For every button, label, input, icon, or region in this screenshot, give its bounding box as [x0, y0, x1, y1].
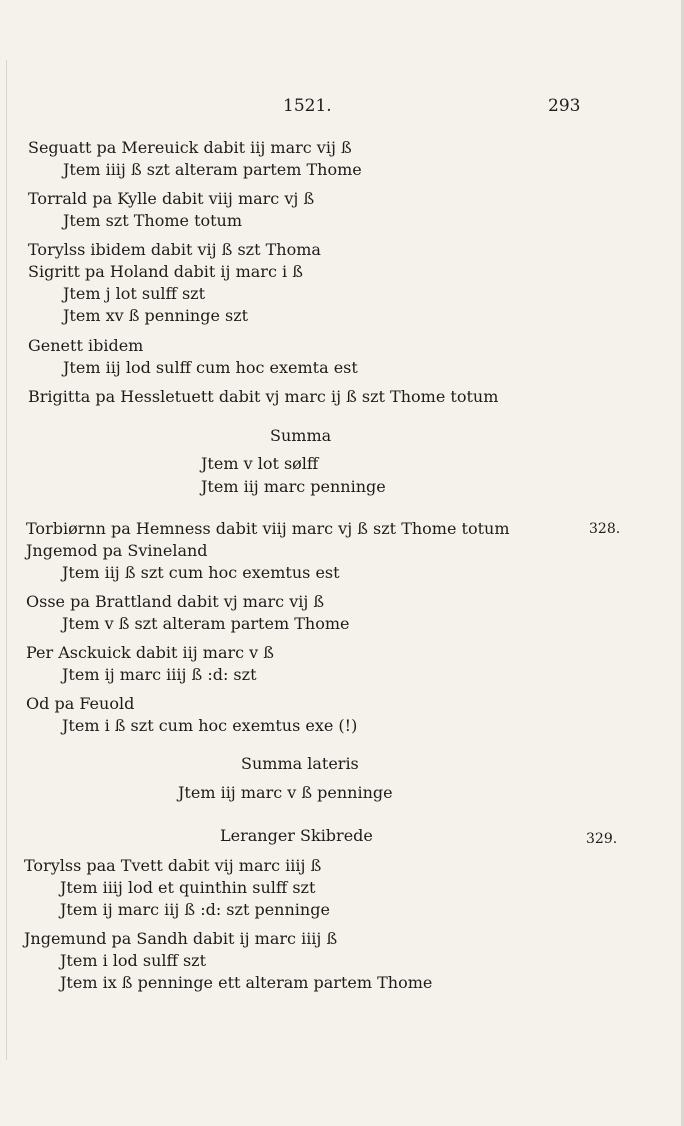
- text-line: Jtem szt Thome totum: [63, 211, 243, 230]
- text-line: Torrald pa Kylle dabit viij marc vj ß: [28, 189, 315, 208]
- text-line: Jtem j lot sulff szt: [63, 284, 206, 303]
- text-line: Torylss paa Tvett dabit vij marc iiij ß: [24, 856, 322, 875]
- binding-edge: [6, 60, 7, 1060]
- text-line: Jtem iij ß szt cum hoc exemtus est: [62, 563, 340, 582]
- text-line: Osse pa Brattland dabit vj marc vij ß: [26, 592, 325, 611]
- text-line: Jtem ij marc iiij ß :d: szt: [62, 665, 257, 684]
- margin-number: 329.: [586, 831, 618, 847]
- text-line: Jtem v lot sølff: [201, 454, 319, 473]
- text-line: Jtem iij marc penninge: [201, 477, 386, 496]
- summa-heading: Summa: [270, 426, 332, 445]
- text-line: Jngemod pa Svineland: [26, 541, 208, 560]
- text-line: Seguatt pa Mereuick dabit iij marc vij ß: [28, 138, 352, 157]
- section-heading: Leranger Skibrede: [220, 826, 373, 845]
- text-line: Jtem ix ß penninge ett alteram partem Thome: [60, 973, 433, 992]
- text-line: Per Asckuick dabit iij marc v ß: [26, 643, 274, 662]
- summa-lateris-heading: Summa lateris: [241, 754, 359, 773]
- page-header-year: 1521.: [283, 96, 332, 116]
- text-line: Jtem ij marc iij ß :d: szt penninge: [60, 900, 330, 919]
- text-line: Jtem iij marc v ß penninge: [178, 783, 393, 802]
- text-line: Jtem v ß szt alteram partem Thome: [62, 614, 350, 633]
- text-line: Jtem iiij ß szt alteram partem Thome: [63, 160, 362, 179]
- page-number: 293: [548, 96, 581, 116]
- text-line: Genett ibidem: [28, 336, 144, 355]
- text-line: Jngemund pa Sandh dabit ij marc iiij ß: [24, 929, 338, 948]
- text-line: Jtem iij lod sulff cum hoc exemta est: [63, 358, 358, 377]
- text-line: Torbiørnn pa Hemness dabit viij marc vj ß szt Thome totum: [26, 519, 510, 538]
- text-line: Torylss ibidem dabit vij ß szt Thoma: [28, 240, 321, 259]
- text-line: Jtem xv ß penninge szt: [63, 306, 249, 325]
- text-line: Od pa Feuold: [26, 694, 135, 713]
- text-line: Sigritt pa Holand dabit ij marc i ß: [28, 262, 303, 281]
- text-line: Jtem i lod sulff szt: [60, 951, 207, 970]
- text-line: Jtem iiij lod et quinthin sulff szt: [60, 878, 316, 897]
- text-line: Brigitta pa Hessletuett dabit vj marc ij ß szt Thome totum: [28, 387, 499, 406]
- text-line: Jtem i ß szt cum hoc exemtus exe (!): [62, 716, 358, 735]
- margin-number: 328.: [589, 521, 621, 537]
